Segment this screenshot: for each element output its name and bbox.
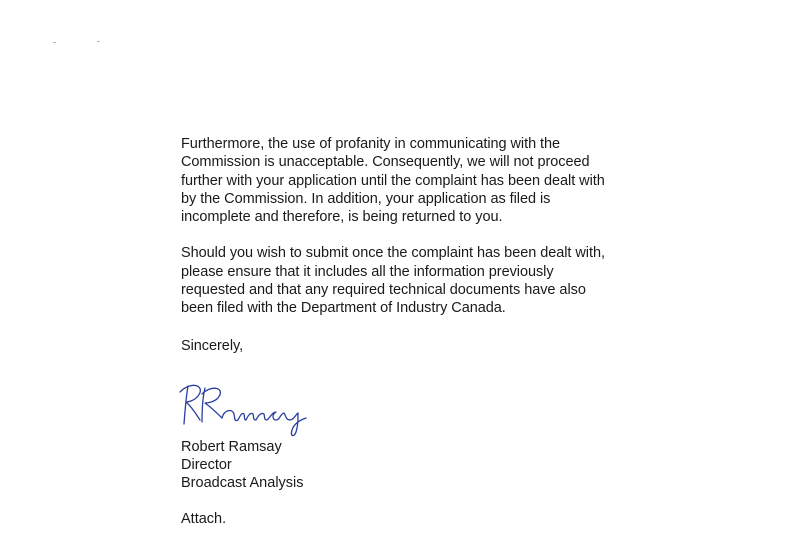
paragraph-resubmission-instructions: Should you wish to submit once the complaint has been dealt with, please ensure that it includes all the information previously requested and that any required technical documents have also been filed with the Department of Industry Canada. — [181, 245, 605, 317]
paragraph-profanity-notice: Furthermore, the use of profanity in communicating with the Commission is unacceptable. Consequently, we will not proceed further with your application until the complaint has been dealt with by the Commission. In addition, your application as filed is incomplete and therefore, is being returned to you. — [181, 136, 605, 226]
letter-body — [181, 135, 661, 355]
signature-stroke-r1-bowl — [180, 385, 200, 420]
closing-salutation: Sincerely, — [181, 337, 244, 354]
scan-specks — [0, 0, 120, 60]
signatory-name: Robert Ramsay — [181, 439, 282, 455]
handwritten-signature — [176, 380, 336, 440]
enclosure-note: Attach. — [181, 511, 227, 527]
signatory-title: Director — [181, 457, 232, 473]
signature-stroke-r1-stem — [184, 386, 188, 424]
scan-speck — [97, 41, 100, 42]
signature-stroke-amsay — [222, 411, 306, 436]
signatory-department: Broadcast Analysis — [181, 475, 304, 491]
signature-block — [181, 438, 304, 492]
scan-speck — [53, 42, 56, 43]
signature-stroke-r2-bowl — [202, 388, 222, 418]
